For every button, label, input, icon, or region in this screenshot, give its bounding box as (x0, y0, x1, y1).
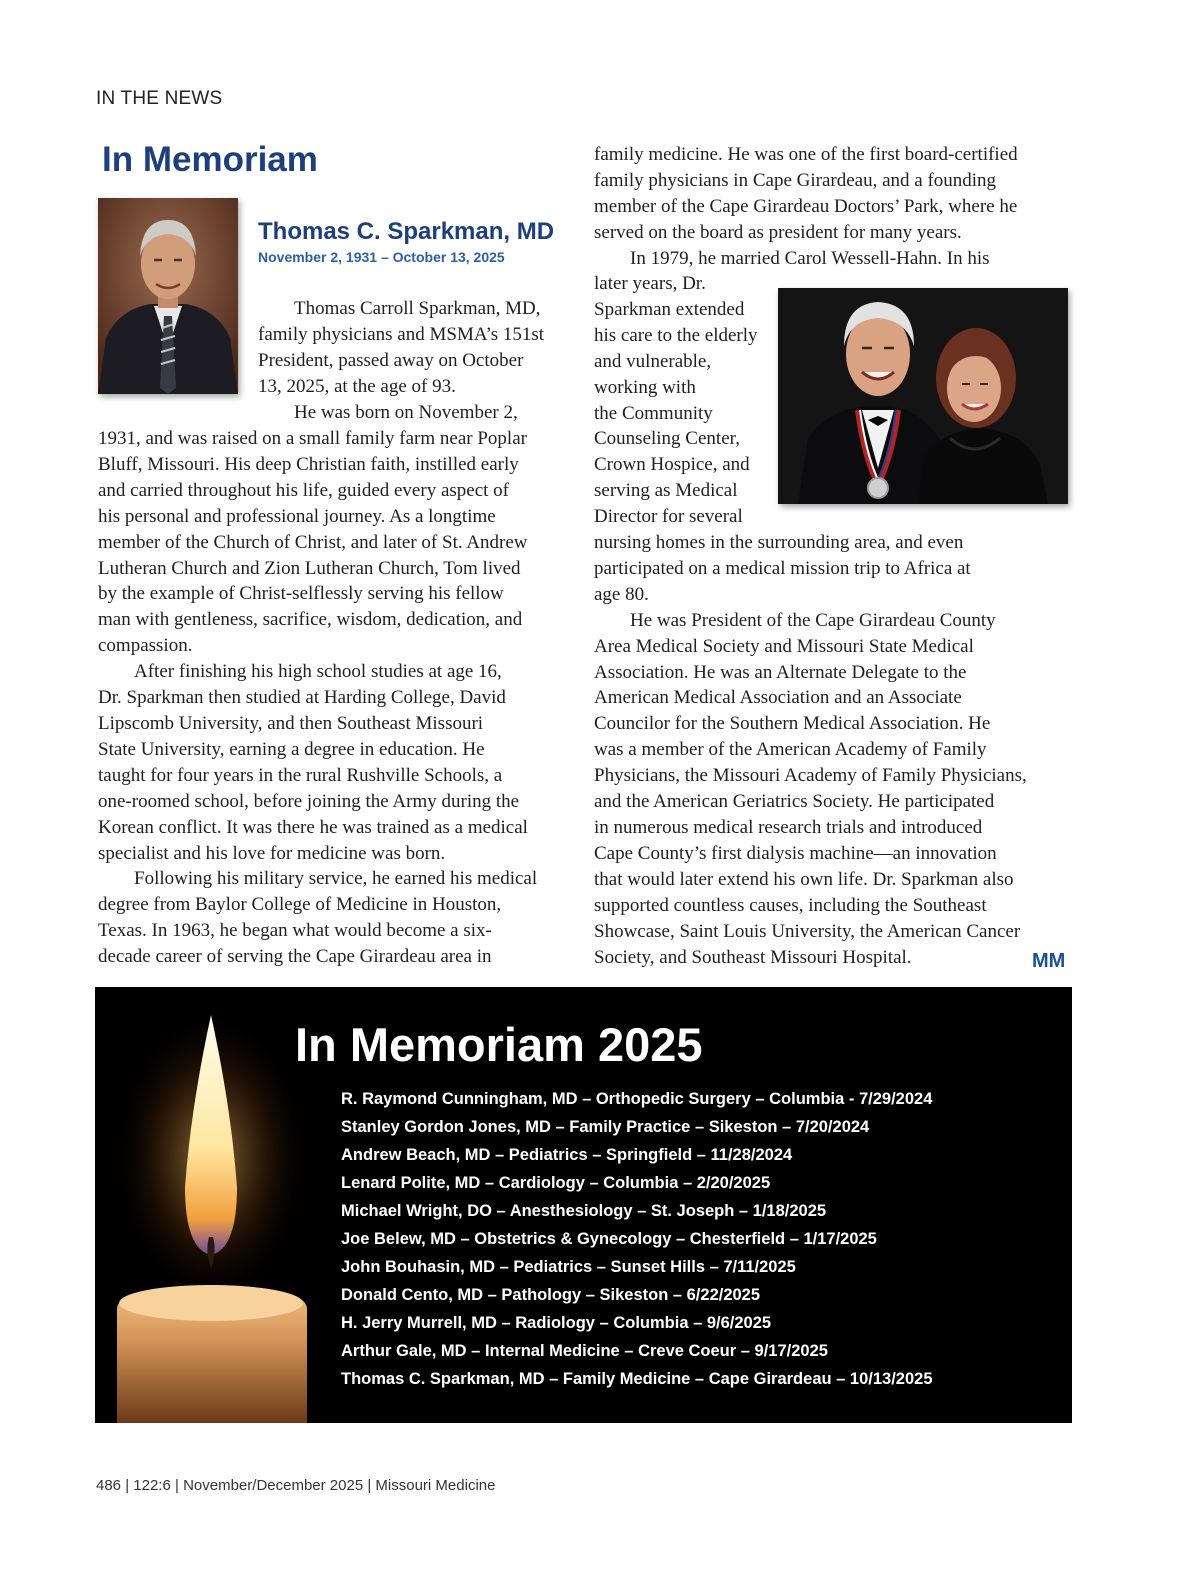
text-line: 1931, and was raised on a small family farm near Poplar (98, 428, 527, 449)
text-line: American Medical Association and an Associate (594, 687, 962, 709)
text-line: his care to the elderly (594, 324, 758, 346)
text-line: Physicians, the Missouri Academy of Family Physicians, (594, 765, 1027, 787)
text-line: man with gentleness, sacrifice, wisdom, dedication, and (98, 609, 523, 631)
text-line: Korean conflict. It was there he was trained as a medical (98, 816, 528, 838)
footer-separator: | (367, 1477, 376, 1494)
obituary-dates: November 2, 1931 – October 13, 2025 (258, 249, 505, 265)
column-right-wrap (594, 271, 774, 530)
text-line: degree from Baylor College of Medicine in Houston, (98, 894, 502, 916)
text-line: specialist and his love for medicine was born. (98, 842, 446, 864)
text-line: State University, earning a degree in education. He (98, 738, 485, 760)
text-line: working with (594, 376, 696, 398)
footer-separator: | (175, 1477, 184, 1494)
text-line: Lutheran Church and Zion Lutheran Church, Tom lived (98, 557, 521, 579)
memorial-list (341, 1085, 933, 1393)
text-line: taught for four years in the rural Rushville Schools, a (98, 764, 503, 786)
page-number: 486 (96, 1477, 122, 1494)
text-line: later years, Dr. (594, 273, 706, 294)
text-line: In 1979, he married Carol Wessell-Hahn. In his (630, 247, 990, 269)
text-line: After finishing his high school studies at age 16, (134, 661, 502, 683)
text-line: Sparkman extended (594, 298, 745, 320)
text-line: He was President of the Cape Girardeau County (630, 609, 996, 631)
text-line: and carried throughout his life, guided every aspect of (98, 479, 509, 501)
text-line: Councilor for the Southern Medical Association. He (594, 713, 991, 735)
memorial-entry: H. Jerry Murrell, MD – Radiology – Columbia – 9/6/2025 (341, 1314, 772, 1332)
text-line: family medicine. He was one of the first board-certified (594, 144, 1018, 165)
text-line: nursing homes in the surrounding area, and even (594, 532, 964, 553)
text-line: family physicians and MSMA’s 151st (258, 323, 545, 345)
text-line: Area Medical Society and Missouri State Medical (594, 635, 974, 657)
memorial-entry: R. Raymond Cunningham, MD – Orthopedic Surgery – Columbia - 7/29/2024 (341, 1090, 933, 1108)
memorial-entry: Thomas C. Sparkman, MD – Family Medicine – Cape Girardeau – 10/13/2025 (341, 1370, 933, 1388)
text-line: and the American Geriatrics Society. He participated (594, 791, 995, 813)
text-line: was a member of the American Academy of Family (594, 739, 987, 761)
column-right-top (594, 142, 1070, 272)
text-line: Lipscomb University, and then Southeast Missouri (98, 712, 484, 734)
text-line: Following his military service, he earned his medical (134, 868, 538, 890)
text-line: the Community (594, 402, 713, 424)
text-line: serving as Medical (594, 480, 738, 502)
memorial-entry: Donald Cento, MD – Pathology – Sikeston – 6/22/2025 (341, 1286, 761, 1304)
text-line: Showcase, Saint Louis University, the American Cancer (594, 920, 1021, 942)
memorial-entry: Andrew Beach, MD – Pediatrics – Springfield – 11/28/2024 (341, 1146, 793, 1164)
memorial-entry: Joe Belew, MD – Obstetrics & Gynecology – Chesterfield – 1/17/2025 (341, 1230, 877, 1248)
text-line: Thomas Carroll Sparkman, MD, (294, 298, 541, 319)
text-line: family physicians in Cape Girardeau, and a founding (594, 169, 997, 191)
text-line: member of the Cape Girardeau Doctors’ Park, where he (594, 195, 1018, 217)
text-line: Director for several (594, 506, 743, 528)
text-line: one-roomed school, before joining the Army during the (98, 790, 520, 812)
column-right-bottom (594, 530, 1070, 970)
text-line: Association. He was an Alternate Delegate to the (594, 661, 967, 683)
page-title: In Memoriam (102, 140, 318, 179)
publication-name: Missouri Medicine (375, 1477, 496, 1494)
text-line: Counseling Center, (594, 428, 740, 450)
memorial-title: In Memoriam 2025 (295, 1018, 703, 1071)
end-mark: MM (1032, 950, 1066, 972)
text-line: President, passed away on October (258, 349, 524, 371)
text-line: Crown Hospice, and (594, 454, 750, 476)
text-line: that would later extend his own life. Dr. Sparkman also (594, 868, 1014, 890)
text-line: by the example of Christ-selflessly serving his fellow (98, 583, 504, 605)
text-line: age 80. (594, 583, 649, 605)
text-line: in numerous medical research trials and introduced (594, 816, 983, 838)
text-line: Society, and Southeast Missouri Hospital. (594, 946, 912, 968)
text-line: participated on a medical mission trip to Africa at (594, 557, 971, 579)
memorial-entry: Stanley Gordon Jones, MD – Family Practice – Sikeston – 7/20/2024 (341, 1118, 870, 1136)
text-line: member of the Church of Christ, and later of St. Andrew (98, 531, 528, 553)
text-line: Dr. Sparkman then studied at Harding College, David (98, 687, 506, 709)
text-line: Texas. In 1963, he began what would become a six- (98, 920, 492, 942)
text-line: compassion. (98, 635, 193, 657)
footer-separator: | (125, 1477, 134, 1494)
text-line: He was born on November 2, (294, 401, 518, 423)
text-line: Bluff, Missouri. His deep Christian faith, instilled early (98, 453, 519, 475)
text-line: Cape County’s first dialysis machine—an innovation (594, 842, 997, 864)
issue-date: November/December 2025 (183, 1477, 364, 1494)
couple-illustration (778, 288, 1068, 504)
page-footer (96, 1477, 495, 1494)
obituary-name: Thomas C. Sparkman, MD (258, 218, 555, 245)
portrait-illustration (98, 198, 238, 394)
text-line: and vulnerable, (594, 350, 712, 372)
text-line: decade career of serving the Cape Girardeau area in (98, 946, 492, 968)
text-line: served on the board as president for many years. (594, 221, 962, 243)
memorial-entry: Lenard Polite, MD – Cardiology – Columbia – 2/20/2025 (341, 1174, 771, 1192)
text-line: his personal and professional journey. As a longtime (98, 505, 496, 527)
text-line: supported countless causes, including the Southeast (594, 894, 987, 916)
memorial-entry: Arthur Gale, MD – Internal Medicine – Creve Coeur – 9/17/2025 (341, 1342, 828, 1360)
memorial-entry: John Bouhasin, MD – Pediatrics – Sunset Hills – 7/11/2025 (341, 1258, 796, 1276)
memorial-list-box (95, 987, 1072, 1423)
couple-photo (778, 288, 1068, 504)
issue-number: 122:6 (133, 1477, 171, 1494)
column-left-body (98, 426, 578, 970)
memorial-entry: Michael Wright, DO – Anesthesiology – St. Joseph – 1/18/2025 (341, 1202, 827, 1220)
section-label: IN THE NEWS (96, 88, 223, 109)
text-line: 13, 2025, at the age of 93. (258, 375, 456, 397)
portrait-photo (98, 198, 238, 394)
intro-paragraph (258, 296, 578, 426)
